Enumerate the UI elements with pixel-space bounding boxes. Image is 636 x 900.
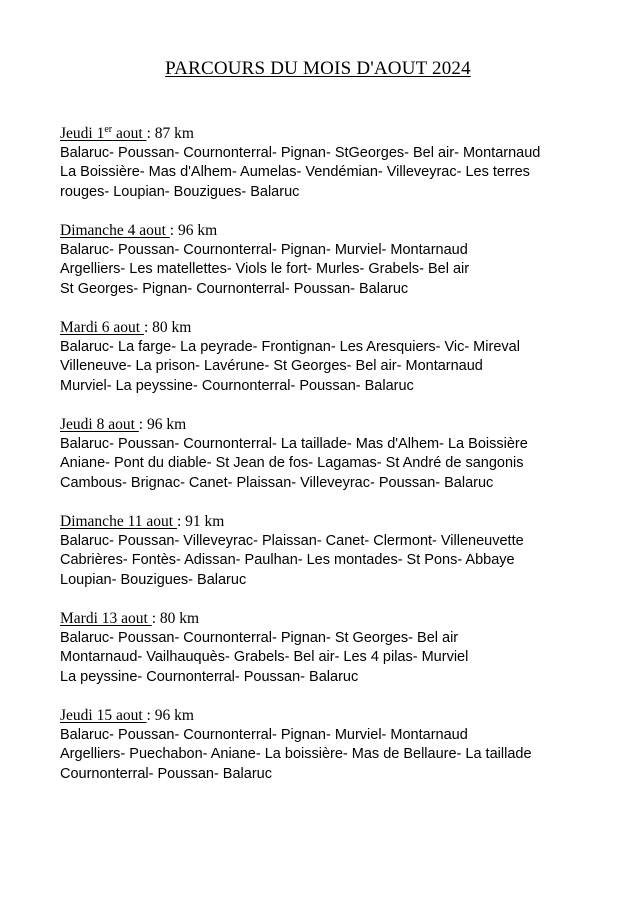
route-entry-heading: [60, 609, 590, 629]
route-line: Balaruc- Poussan- Villeveyrac- Plaissan- Canet- Clermont- Villeneuvette: [60, 532, 524, 549]
route-date-label: [60, 222, 170, 239]
route-entry: [60, 415, 590, 493]
route-line: Murviel- La peyssine- Cournonterral- Poussan- Balaruc: [60, 377, 414, 394]
route-line: Loupian- Bouzigues- Balaruc: [60, 571, 247, 588]
route-date-label: [60, 513, 177, 530]
route-date-tail: aout: [112, 125, 147, 142]
route-date-text: Mardi 13 aout: [60, 610, 152, 627]
route-entry-heading: [60, 706, 590, 726]
route-distance: : 96 km: [146, 707, 194, 724]
route-entry: [60, 512, 590, 590]
route-line: Balaruc- Poussan- Cournonterral- Pignan- StGeorges- Bel air- Montarnaud: [60, 144, 541, 161]
ordinal-suffix: er: [104, 123, 113, 135]
route-line: Cambous- Brignac- Canet- Plaissan- Villeveyrac- Poussan- Balaruc: [60, 474, 494, 491]
route-line: Balaruc- La farge- La peyrade- Frontignan- Les Aresquiers- Vic- Mireval: [60, 338, 520, 355]
route-line: Cabrières- Fontès- Adissan- Paulhan- Les montades- St Pons- Abbaye: [60, 552, 515, 568]
route-entry-heading: [60, 512, 590, 532]
route-date-text: Jeudi 15 aout: [60, 707, 147, 724]
route-entry-heading: [60, 415, 590, 435]
route-line: Aniane- Pont du diable- St Jean de fos- Lagamas- St André de sangonis: [60, 455, 524, 471]
route-date-label: [60, 707, 147, 724]
route-date-label: [60, 319, 144, 336]
route-distance: : 80 km: [151, 610, 200, 627]
page-title: [0, 58, 636, 80]
route-entry: [60, 124, 590, 202]
route-line: Montarnaud- Vailhauquès- Grabels- Bel air- Les 4 pilas- Murviel: [60, 649, 469, 665]
route-date-text: Dimanche 4 aout: [60, 222, 170, 239]
route-line: Balaruc- Poussan- Cournonterral- Pignan- St Georges- Bel air: [60, 629, 459, 646]
route-line: La peyssine- Cournonterral- Poussan- Balaruc: [60, 668, 359, 685]
route-line: Balaruc- Poussan- Cournonterral- Pignan- Murviel- Montarnaud: [60, 726, 468, 743]
route-entry: [60, 706, 590, 784]
route-line: rouges- Loupian- Bouzigues- Balaruc: [60, 183, 300, 200]
routes-list: [60, 124, 590, 784]
route-distance: : 91 km: [176, 513, 225, 530]
route-line: Balaruc- Poussan- Cournonterral- Pignan- Murviel- Montarnaud: [60, 241, 468, 258]
route-date-text: Dimanche 11 aout: [60, 513, 177, 530]
route-entry-heading: [60, 318, 590, 338]
route-entry: [60, 318, 590, 396]
route-date-text: Jeudi 8 aout: [60, 416, 139, 433]
route-distance: : 96 km: [169, 222, 218, 239]
route-line: Cournonterral- Poussan- Balaruc: [60, 765, 272, 782]
route-entry: [60, 221, 590, 299]
route-date-label: [60, 416, 139, 433]
route-line: Argelliers- Puechabon- Aniane- La boissière- Mas de Bellaure- La taillade: [60, 746, 532, 762]
route-date-text: Mardi 6 aout: [60, 319, 144, 336]
route-distance: : 96 km: [138, 416, 187, 433]
page-title-text: PARCOURS DU MOIS D'AOUT 2024: [165, 58, 471, 79]
route-line: Argelliers- Les matellettes- Viols le fort- Murles- Grabels- Bel air: [60, 261, 470, 277]
route-entry-heading: [60, 124, 590, 144]
route-line: Villeneuve- La prison- Lavérune- St Georges- Bel air- Montarnaud: [60, 358, 483, 374]
route-entry: [60, 609, 590, 687]
route-date-text: Jeudi 1: [60, 125, 105, 142]
route-distance: : 87 km: [146, 125, 194, 142]
route-date-label: [60, 125, 147, 142]
route-date-label: [60, 610, 152, 627]
route-line: La Boissière- Mas d'Alhem- Aumelas- Vendémian- Villeveyrac- Les terres: [60, 164, 530, 180]
route-distance: : 80 km: [143, 319, 192, 336]
route-entry-heading: [60, 221, 590, 241]
route-line: St Georges- Pignan- Cournonterral- Poussan- Balaruc: [60, 280, 409, 297]
route-line: Balaruc- Poussan- Cournonterral- La taillade- Mas d'Alhem- La Boissière: [60, 435, 528, 452]
